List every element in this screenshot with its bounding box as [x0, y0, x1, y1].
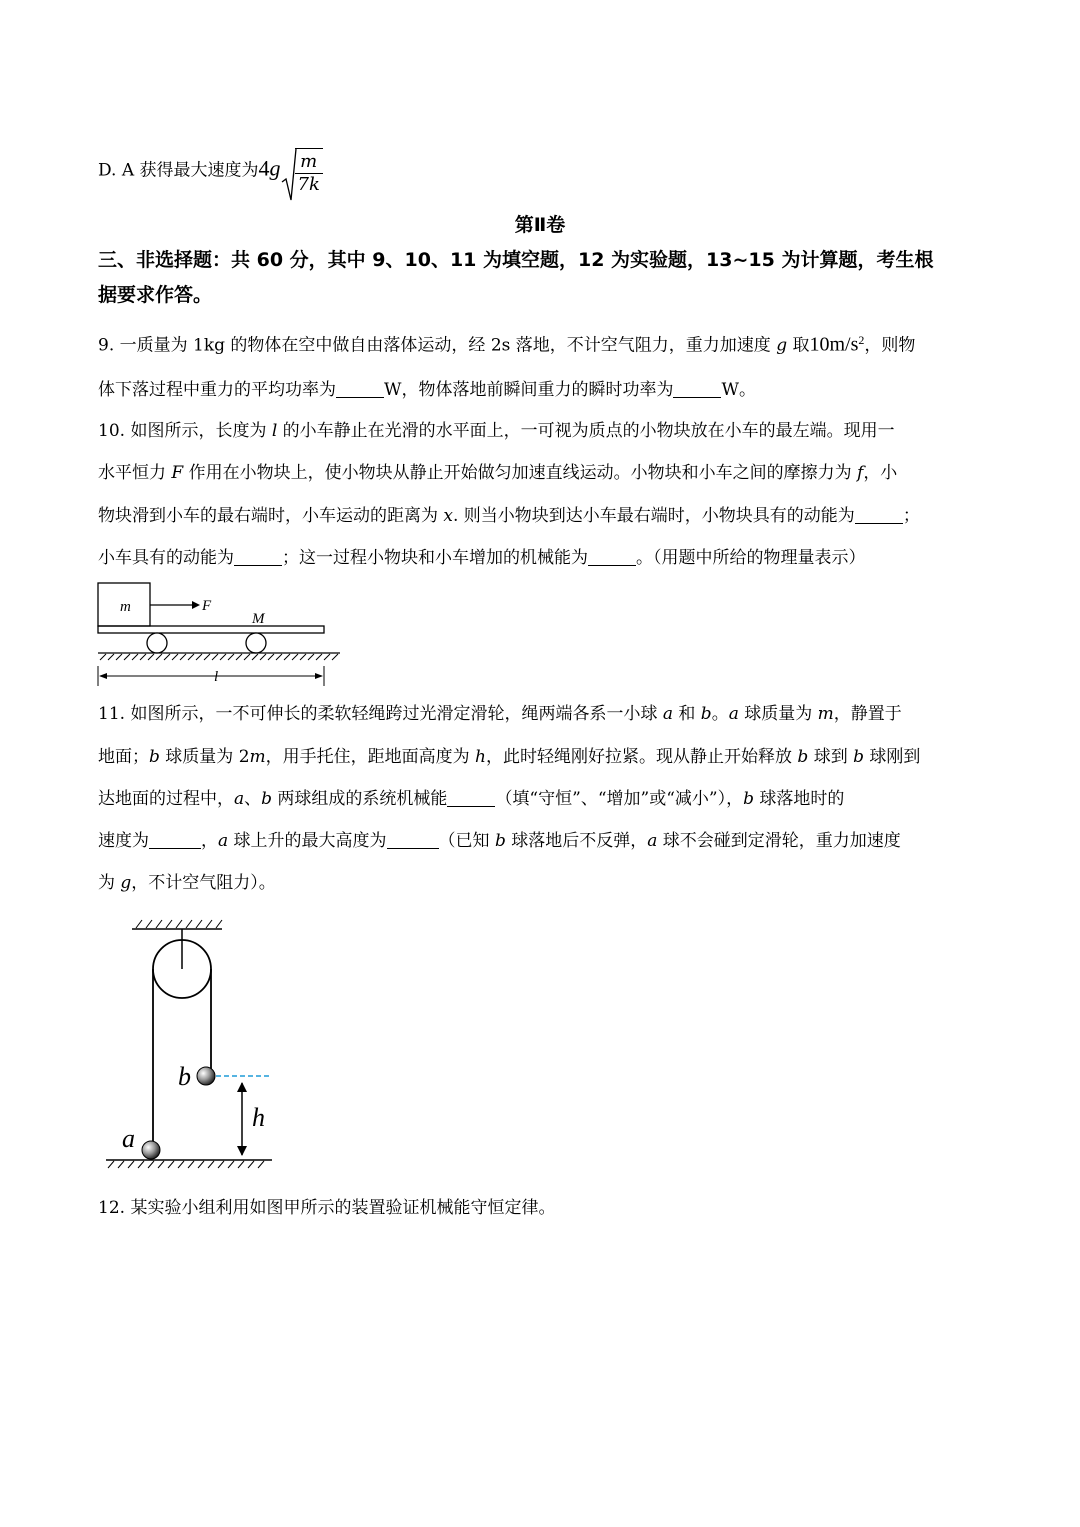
q10-text: 物块滑到小车的最右端时，小车运动的距离为 — [98, 506, 444, 526]
section-heading-line2: 据要求作答。 — [98, 284, 213, 306]
answer-blank[interactable] — [234, 547, 282, 566]
q10-text: ，小 — [863, 463, 898, 483]
q10-var: x — [443, 506, 453, 526]
q10-cart-figure — [96, 578, 346, 688]
q11-var: m — [817, 704, 834, 724]
fraction-numerator: m — [295, 151, 323, 174]
ground-hatching — [100, 654, 338, 660]
q9-superscript: 2 — [858, 333, 865, 347]
q12-line1: 12. 某实验小组利用如图甲所示的装置验证机械能守恒定律。 — [98, 1198, 556, 1218]
q9-text: 取 — [787, 335, 810, 356]
q11-text: 球刚到 — [864, 747, 921, 767]
q9-text: 体下落过程中重力的平均功率为 — [98, 380, 336, 400]
q11-text: ，静置于 — [833, 704, 902, 724]
q9-text: W，物体落地前瞬间重力的瞬时功率为 — [384, 380, 674, 400]
q11-text: 球落地后不反弹， — [505, 831, 648, 851]
q8-option-d — [98, 148, 988, 198]
q11-text: 球质量为 — [738, 704, 818, 724]
q9-line1 — [98, 328, 988, 358]
section-heading-line1: 三、非选择题：共 60 分，其中 9、10、11 为填空题，12 为实验题，13~15 为计算题，考生根 — [98, 249, 934, 271]
q10-text: 。（用题中所给的物理量表示） — [636, 548, 866, 568]
q10-var: l — [271, 421, 278, 441]
ball-a — [142, 1141, 160, 1159]
height-arrowhead-up-icon — [237, 1082, 247, 1092]
q11-var: g — [120, 873, 132, 893]
q11-text: 11. 如图所示，一不可伸长的柔软轻绳跨过光滑定滑轮，绳两端各系一小球 — [98, 704, 663, 724]
floor-hatching — [108, 1161, 264, 1168]
q11-var: a — [728, 704, 739, 724]
label-l: l — [214, 669, 219, 685]
q9-text: ，则物 — [864, 335, 916, 356]
answer-blank[interactable] — [447, 788, 495, 807]
q11-text: 达地面的过程中， — [98, 789, 234, 809]
q11-text: ， — [201, 831, 218, 851]
label-a: a — [122, 1124, 135, 1153]
q9-g: g — [776, 335, 788, 356]
q10-text: . 则当小物块到达小车最右端时，小物块具有的动能为 — [453, 506, 855, 526]
q11-var: a — [234, 789, 245, 809]
answer-blank[interactable] — [855, 505, 903, 524]
q11-text: 球落地时的 — [753, 789, 845, 809]
q10-text: 水平恒力 — [98, 463, 172, 483]
q11-text: 为 — [98, 873, 121, 893]
q11-text: 球到 — [808, 747, 854, 767]
label-h: h — [252, 1103, 265, 1132]
q9-text: W。 — [721, 380, 756, 400]
label-b: b — [178, 1062, 191, 1091]
answer-blank[interactable] — [336, 379, 384, 398]
q11-text: 、 — [244, 789, 262, 809]
height-arrowhead-down-icon — [237, 1146, 247, 1156]
q11-text: 。 — [711, 704, 729, 724]
q8-g: g — [269, 155, 281, 181]
q11-text: 球质量为 2 — [159, 747, 250, 767]
answer-blank[interactable] — [387, 830, 439, 849]
q11-var: a — [662, 704, 673, 724]
dimension-arrow-right-icon — [315, 673, 323, 679]
q11-var: b — [700, 704, 712, 724]
q11-text: ，此时轻绳刚好拉紧。现从静止开始释放 — [486, 747, 798, 767]
q11-var: b — [797, 747, 809, 767]
q11-var: b — [149, 747, 160, 767]
answer-blank[interactable] — [149, 830, 201, 849]
ceiling-hatching — [136, 920, 222, 928]
ball-b — [197, 1067, 215, 1085]
q10-text: ；这一过程小物块和小车增加的机械能为 — [282, 548, 588, 568]
q10-text: 10. 如图所示，长度为 — [98, 421, 272, 441]
q10-line4 — [98, 546, 988, 570]
q10-text: ； — [902, 506, 920, 526]
q11-text: 球上升的最大高度为 — [228, 831, 387, 851]
q11-var: a — [218, 831, 229, 851]
q11-text: （已知 — [438, 831, 495, 851]
q10-text: 小车具有的动能为 — [98, 548, 234, 568]
q11-text: 球不会碰到定滑轮，重力加速度 — [657, 831, 901, 851]
force-arrowhead-icon — [192, 601, 200, 609]
q11-text: 速度为 — [98, 831, 149, 851]
q10-text: 作用在小物块上，使小物块从静止开始做匀加速直线运动。小物块和小车之间的摩擦力为 — [183, 463, 858, 483]
dimension-arrow-left-icon — [99, 673, 107, 679]
cart-board — [98, 626, 324, 633]
q11-line1 — [98, 702, 988, 726]
label-M: M — [252, 611, 265, 627]
section-title: 第Ⅱ卷 — [514, 214, 566, 236]
q11-text: ，不计空气阻力）。 — [131, 873, 276, 893]
fraction-denominator: 7k — [297, 174, 320, 195]
wheel-right — [246, 633, 266, 653]
label-F: F — [202, 598, 212, 614]
wheel-left — [147, 633, 167, 653]
sqrt-expression — [281, 148, 323, 194]
q8-coef: 4 — [258, 155, 270, 181]
answer-blank[interactable] — [673, 379, 721, 398]
q11-var: h — [475, 747, 486, 767]
q11-line3 — [98, 787, 988, 811]
q11-var: m — [249, 747, 266, 767]
q11-text: 地面； — [98, 747, 149, 767]
q8-option-d-text: D. A 获得最大速度为 — [98, 160, 259, 181]
q10-line2 — [98, 461, 988, 485]
q9-value: 10m/s — [809, 333, 859, 356]
q11-line5 — [98, 871, 988, 895]
q11-line4 — [98, 829, 988, 853]
q11-text: （填“守恒”、“增加”或“减小”）， — [495, 789, 744, 809]
q10-line1 — [98, 419, 988, 443]
label-m: m — [120, 599, 131, 615]
q9-text: 9. 一质量为 1kg 的物体在空中做自由落体运动，经 2s 落地，不计空气阻力，重力加速度 — [98, 335, 777, 356]
q10-var: F — [171, 463, 184, 483]
q11-text: 和 — [672, 704, 701, 724]
q11-var: b — [261, 789, 273, 809]
answer-blank[interactable] — [588, 547, 636, 566]
q9-line2 — [98, 378, 988, 402]
q10-var: f — [857, 463, 864, 483]
q10-text: 的小车静止在光滑的水平面上，一可视为质点的小物块放在小车的最左端。现用一 — [277, 421, 895, 441]
q11-var: a — [647, 831, 658, 851]
q11-var: b — [743, 789, 754, 809]
q11-var: b — [853, 747, 864, 767]
q11-pulley-figure — [100, 915, 280, 1175]
q11-text: ，用手托住，距地面高度为 — [265, 747, 476, 767]
q11-text: 两球组成的系统机械能 — [272, 789, 448, 809]
q8-fraction — [295, 151, 323, 196]
q10-line3 — [98, 504, 988, 528]
q11-var: b — [494, 831, 506, 851]
q11-line2 — [98, 745, 988, 769]
